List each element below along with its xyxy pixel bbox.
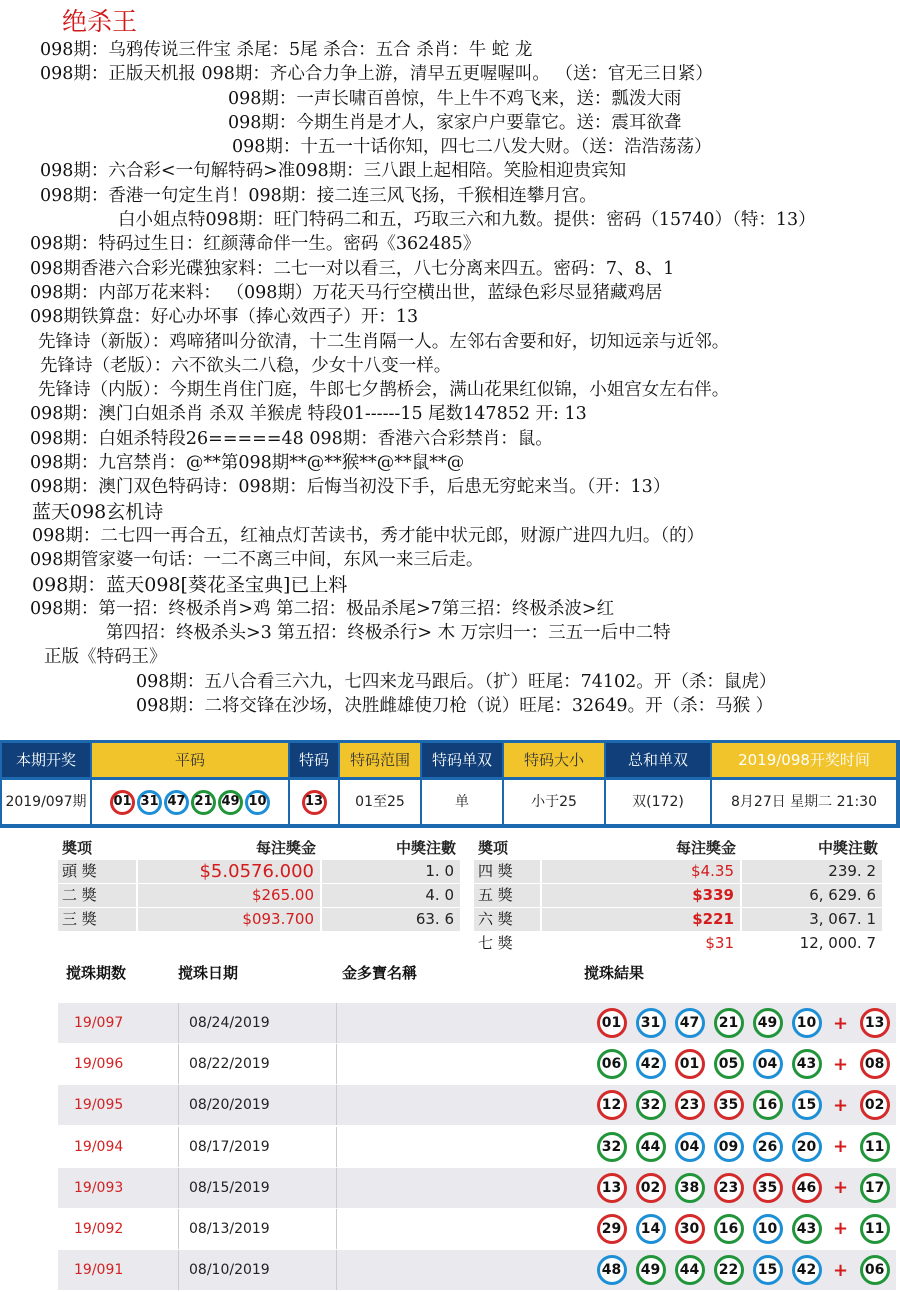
winner-count: 4. 0 xyxy=(322,884,462,907)
lottery-ball: 06 xyxy=(860,1255,890,1285)
lottery-ball: 44 xyxy=(675,1255,705,1285)
winner-count: 6, 629. 6 xyxy=(742,884,884,907)
lottery-ball: 48 xyxy=(597,1255,627,1285)
result-body-row xyxy=(2,780,898,826)
jackpot-name xyxy=(336,1168,584,1208)
history-col-name: 金多寶名稱 xyxy=(342,964,418,982)
lottery-ball: 30 xyxy=(675,1214,705,1244)
winner-count: 3, 067. 1 xyxy=(742,908,884,931)
next-draw-time: 8月27日 星期二 21:30 xyxy=(712,780,896,824)
draw-period: 2019/097期 xyxy=(2,780,90,824)
history-row xyxy=(58,1085,896,1125)
lottery-ball: 01 xyxy=(597,1008,627,1038)
jackpot-name xyxy=(336,1250,584,1290)
prize-name: 五 獎 xyxy=(474,884,542,907)
prediction-line: 先锋诗（内版）：今期生肖住门庭，牛郎七夕鹊桥会，满山花果红似锦，小姐宫女左右伴。 xyxy=(38,380,730,401)
lottery-ball: 47 xyxy=(164,790,189,815)
prediction-line: 098期：内部万花来料： （098期）万花天马行空横出世，蓝绿色彩尽显猪藏鸡居 xyxy=(30,282,663,303)
header-current-draw: 本期开奖 xyxy=(2,743,90,777)
draw-period: 19/096 xyxy=(74,1056,124,1073)
prediction-line: 098期：第一招：终极杀肖>鸡 第二招：极品杀尾>7第三招：终极杀波>红 xyxy=(30,598,615,619)
prize-row xyxy=(474,884,884,907)
prize-amount: $221 xyxy=(542,908,742,931)
lottery-ball: 31 xyxy=(636,1008,666,1038)
prize-name: 二 獎 xyxy=(58,884,138,907)
prediction-line: 098期：香港一句定生肖！098期：接二连三风飞扬，千猴相连攀月宫。 xyxy=(40,185,597,206)
draw-period: 19/097 xyxy=(74,1015,124,1031)
draw-date: 08/17/2019 xyxy=(178,1127,336,1167)
lottery-ball: 04 xyxy=(675,1132,705,1162)
lottery-ball: 35 xyxy=(753,1173,783,1203)
prediction-line: 098期：乌鸦传说三件宝 杀尾：5尾 杀合：五合 杀肖：牛 蛇 龙 xyxy=(40,40,533,60)
prediction-line: 098期：今期生肖是才人，家家户户要靠它。送：震耳欲聋 xyxy=(228,112,682,133)
special-size: 小于25 xyxy=(504,780,604,824)
lottery-ball: 44 xyxy=(636,1132,666,1162)
prize-header xyxy=(58,836,462,860)
jackpot-name xyxy=(336,1127,584,1167)
prize-name: 七 獎 xyxy=(474,932,542,955)
prediction-line: 蓝天098玄机诗 xyxy=(32,500,164,523)
lottery-ball: 20 xyxy=(792,1132,822,1162)
lottery-ball: 47 xyxy=(675,1008,705,1038)
history-table xyxy=(58,1003,896,1291)
prize-name: 六 獎 xyxy=(474,908,542,931)
prize-header xyxy=(474,836,884,860)
lottery-ball: 08 xyxy=(860,1049,890,1079)
prize-amount: $5.0576.000 xyxy=(138,860,322,883)
plus-sign: + xyxy=(833,1218,849,1240)
result-header-row xyxy=(2,742,898,778)
jackpot-name xyxy=(336,1044,584,1084)
lottery-ball: 09 xyxy=(714,1132,744,1162)
lottery-ball: 17 xyxy=(860,1173,890,1203)
draw-result xyxy=(584,1049,896,1079)
prize-row xyxy=(58,884,462,907)
header-special-range: 特码范围 xyxy=(340,743,420,777)
header-special-odd-even: 特码单双 xyxy=(422,743,502,777)
draw-period: 19/094 xyxy=(74,1138,124,1155)
jackpot-name xyxy=(336,1003,584,1043)
prize-amount: $31 xyxy=(542,932,742,955)
prediction-line: 098期：六合彩<一句解特码>准098期：三八跟上起相陪。笑脸相迎贵宾知 xyxy=(40,161,627,182)
lottery-ball: 11 xyxy=(860,1214,890,1244)
prize-col-name: 奬项 xyxy=(62,839,93,857)
lottery-ball: 01 xyxy=(110,790,135,815)
lottery-ball: 23 xyxy=(675,1090,705,1120)
prize-col-count: 中獎注數 xyxy=(817,839,878,857)
plus-sign: + xyxy=(833,1136,849,1158)
plus-sign: + xyxy=(833,1053,849,1075)
header-next-draw-time: 2019/098开奖时间 xyxy=(712,743,896,777)
draw-date: 08/24/2019 xyxy=(178,1003,336,1043)
draw-result xyxy=(584,1255,896,1285)
draw-result xyxy=(584,1132,896,1162)
winner-count: 239. 2 xyxy=(742,860,884,883)
prize-col-name: 奬项 xyxy=(478,839,509,857)
prediction-line: 098期：澳门白姐杀肖 杀双 羊猴虎 特段01------15 尾数147852 开: 13 xyxy=(30,404,587,425)
prize-amount: $265.00 xyxy=(138,884,322,907)
draw-result xyxy=(584,1214,896,1244)
current-result-table xyxy=(0,740,900,828)
lottery-ball: 16 xyxy=(714,1214,744,1244)
prize-name: 頭 獎 xyxy=(58,860,138,883)
page-title: 绝杀王 xyxy=(62,7,138,36)
prediction-line: 白小姐点特098期：旺门特码二和五，巧取三六和九数。提供：密码（15740）（特：13） xyxy=(118,210,816,231)
plus-sign: + xyxy=(833,1094,849,1116)
prediction-line: 098期：九宫禁肖：@**第098期**@**猴**@**鼠**@ xyxy=(30,453,465,474)
lottery-ball: 21 xyxy=(714,1008,744,1038)
prediction-line: 098期：二七四一再合五，红袖点灯苦读书，秀才能中状元郎，财源广进四九归。（的） xyxy=(32,525,705,546)
history-row xyxy=(58,1168,896,1208)
prediction-line: 先锋诗（新版）：鸡啼猪叫分欲清，十二生肖隔一人。左邻右舍要和好，切知远亲与近邻。 xyxy=(38,331,730,352)
history-header xyxy=(0,962,900,986)
lottery-ball: 23 xyxy=(714,1173,744,1203)
draw-date: 08/10/2019 xyxy=(178,1250,336,1290)
draw-result xyxy=(584,1173,896,1203)
lottery-ball: 43 xyxy=(792,1214,822,1244)
lottery-ball: 05 xyxy=(714,1049,744,1079)
prediction-line: 先锋诗（老版）：六不欲头二八稳，少女十八变一样。 xyxy=(40,355,452,376)
lottery-ball: 22 xyxy=(714,1255,744,1285)
lottery-ball: 02 xyxy=(860,1090,890,1120)
winner-count: 12, 000. 7 xyxy=(742,932,884,955)
prediction-line: 098期：白姐杀特段26=====48 098期：香港六合彩禁肖：鼠。 xyxy=(30,428,553,449)
draw-date: 08/13/2019 xyxy=(178,1209,336,1249)
lottery-ball: 31 xyxy=(137,790,162,815)
lottery-ball: 49 xyxy=(753,1008,783,1038)
lottery-ball: 04 xyxy=(753,1049,783,1079)
prediction-line: 098期：五八合看三六九，七四来龙马跟后。（扩）旺尾：74102。开（杀：鼠虎） xyxy=(136,671,777,692)
lottery-ball: 43 xyxy=(792,1049,822,1079)
prize-amount: $093.700 xyxy=(138,908,322,931)
lottery-ball: 06 xyxy=(597,1049,627,1079)
plus-sign: + xyxy=(833,1259,849,1281)
lottery-ball: 49 xyxy=(218,790,243,815)
lottery-ball: 29 xyxy=(597,1214,627,1244)
sum-odd-even: 双(172) xyxy=(606,780,710,824)
prize-row xyxy=(474,932,884,955)
winner-count: 1. 0 xyxy=(322,860,462,883)
prize-row xyxy=(474,860,884,883)
special-odd-even: 单 xyxy=(422,780,502,824)
header-special-size: 特码大小 xyxy=(504,743,604,777)
history-row xyxy=(58,1044,896,1084)
lottery-ball: 49 xyxy=(636,1255,666,1285)
lottery-ball: 38 xyxy=(675,1173,705,1203)
header-sum-odd-even: 总和单双 xyxy=(606,743,710,777)
plus-sign: + xyxy=(833,1177,849,1199)
special-number xyxy=(290,780,338,824)
lottery-ball: 10 xyxy=(753,1214,783,1244)
prediction-lines xyxy=(0,38,900,718)
winner-count: 63. 6 xyxy=(322,908,462,931)
history-col-date: 搅珠日期 xyxy=(178,964,239,982)
prize-row xyxy=(58,908,462,931)
prize-table-left xyxy=(58,836,462,932)
prediction-line: 098期：澳门双色特码诗：098期：后悔当初没下手，后患无穷蛇来当。（开：13） xyxy=(30,477,671,498)
prize-table-right xyxy=(474,836,884,956)
prize-amount: $339 xyxy=(542,884,742,907)
history-row xyxy=(58,1250,896,1290)
prediction-line: 第四招：终极杀头>3 第五招：终极杀行> 木 万宗归一：三五一后中二特 xyxy=(106,623,671,644)
draw-period: 19/092 xyxy=(74,1220,124,1237)
lottery-ball: 02 xyxy=(636,1173,666,1203)
prediction-line: 正版《特码王》 xyxy=(44,647,167,668)
history-col-period: 搅珠期数 xyxy=(66,964,127,982)
history-row xyxy=(58,1127,896,1167)
lottery-ball: 42 xyxy=(636,1049,666,1079)
lottery-ball: 01 xyxy=(675,1049,705,1079)
prediction-line: 098期：十五一十话你知，四七二八发大财。（送：浩浩荡荡） xyxy=(232,137,712,158)
header-special-number: 特码 xyxy=(290,743,338,777)
lottery-ball: 21 xyxy=(191,790,216,815)
prize-name: 四 獎 xyxy=(474,860,542,883)
lottery-ball: 42 xyxy=(792,1255,822,1285)
lottery-ball: 32 xyxy=(636,1090,666,1120)
prize-name: 三 獎 xyxy=(58,908,138,931)
lottery-ball: 10 xyxy=(245,790,270,815)
draw-date: 08/22/2019 xyxy=(178,1044,336,1084)
header-regular-numbers: 平码 xyxy=(92,743,288,777)
history-row xyxy=(58,1003,896,1043)
prediction-line: 098期：二将交锋在沙场，决胜雌雄使刀枪（说）旺尾：32649。开（杀：马猴 ） xyxy=(136,696,774,717)
prediction-line: 098期铁算盘：好心办坏事（捧心效西子）开：13 xyxy=(30,307,419,328)
draw-period: 19/093 xyxy=(74,1179,124,1196)
regular-numbers xyxy=(92,780,288,824)
lottery-ball: 46 xyxy=(792,1173,822,1203)
lottery-ball: 12 xyxy=(597,1090,627,1120)
lottery-ball: 13 xyxy=(860,1008,890,1038)
plus-sign: + xyxy=(833,1012,849,1034)
prediction-line: 098期：正版天机报 098期：齐心合力争上游，清早五更喔喔叫。 （送：官无三日紧） xyxy=(40,64,713,85)
prediction-line: 098期：蓝天098[葵花圣宝典]已上料 xyxy=(32,573,348,596)
prize-col-amount: 每注獎金 xyxy=(675,839,736,857)
draw-date: 08/15/2019 xyxy=(178,1168,336,1208)
lottery-ball: 26 xyxy=(753,1132,783,1162)
lottery-ball: 13 xyxy=(597,1173,627,1203)
jackpot-name xyxy=(336,1085,584,1125)
prediction-line: 098期管家婆一句话：一二不离三中间，东风一来三后走。 xyxy=(30,550,484,571)
prediction-line: 098期：一声长啸百兽惊，牛上牛不鸡飞来，送：瓢泼大雨 xyxy=(228,88,682,109)
prediction-line: 098期：特码过生日：红颜薄命伴一生。密码《362485》 xyxy=(30,234,481,255)
history-col-result: 搅珠結果 xyxy=(584,964,645,982)
prize-row xyxy=(58,860,462,883)
prize-col-amount: 每注獎金 xyxy=(255,839,316,857)
lottery-ball: 16 xyxy=(753,1090,783,1120)
lottery-ball: 15 xyxy=(753,1255,783,1285)
draw-period: 19/091 xyxy=(74,1262,124,1279)
draw-period: 19/095 xyxy=(74,1097,124,1114)
lottery-ball: 15 xyxy=(792,1090,822,1120)
lottery-ball: 32 xyxy=(597,1132,627,1162)
lottery-ball: 35 xyxy=(714,1090,744,1120)
prize-col-count: 中獎注數 xyxy=(395,839,456,857)
lottery-ball: 11 xyxy=(860,1132,890,1162)
draw-date: 08/20/2019 xyxy=(178,1085,336,1125)
draw-result xyxy=(584,1008,896,1038)
prize-amount: $4.35 xyxy=(542,860,742,883)
jackpot-name xyxy=(336,1209,584,1249)
lottery-ball: 14 xyxy=(636,1214,666,1244)
draw-result xyxy=(584,1090,896,1120)
history-row xyxy=(58,1209,896,1249)
lottery-ball: 13 xyxy=(302,790,327,815)
prediction-line: 098期香港六合彩光碟独家料：二七一对以看三，八七分离来四五。密码：7、8、1 xyxy=(30,258,675,279)
lottery-ball: 10 xyxy=(792,1008,822,1038)
special-range: 01至25 xyxy=(340,780,420,824)
prize-row xyxy=(474,908,884,931)
